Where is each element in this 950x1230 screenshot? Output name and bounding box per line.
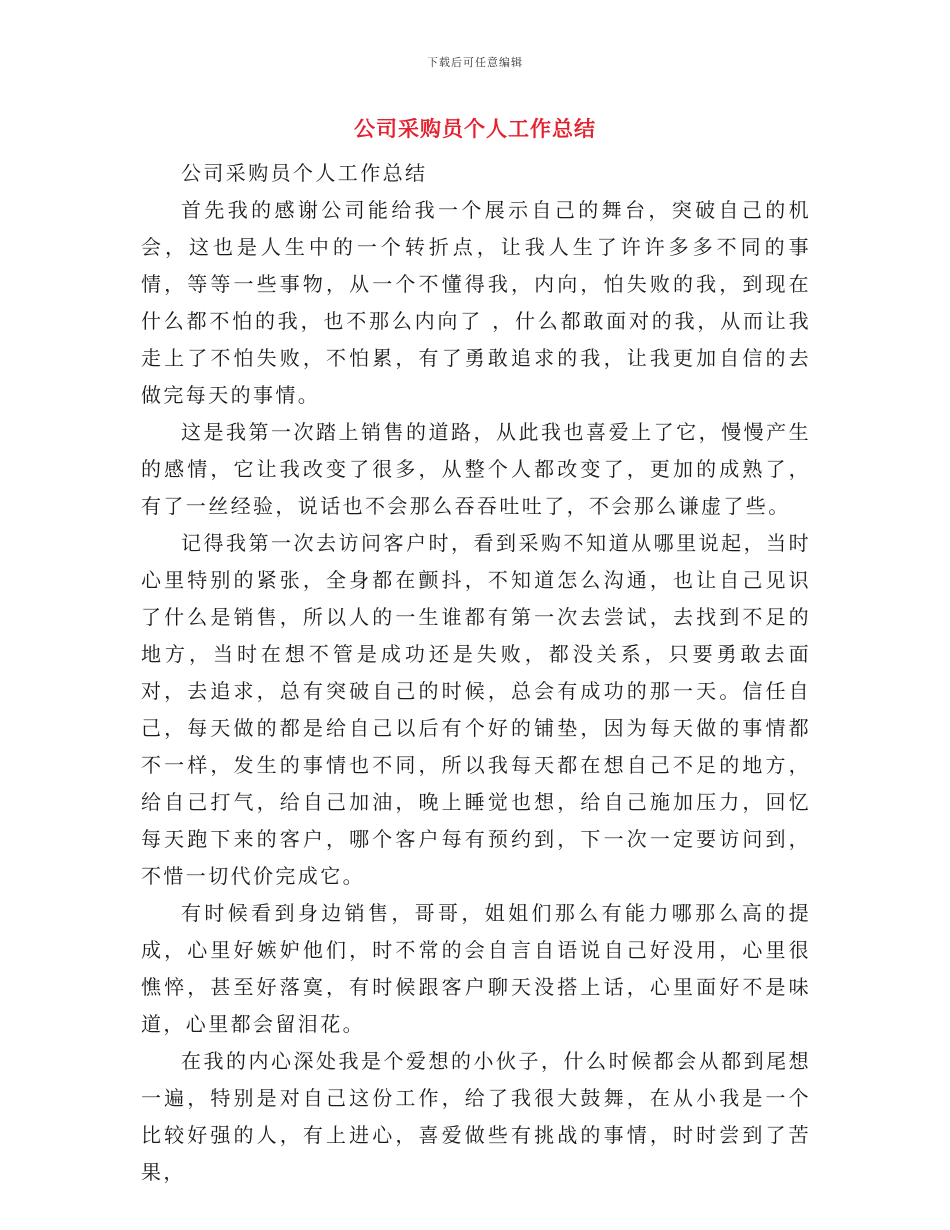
- paragraph: 首先我的感谢公司能给我一个展示自己的舞台，突破自己的机会，这也是人生中的一个转折点，让我人生了许许多多不同的事情，等等一些事物，从一个不懂得我，内向，怕失败的我，到现在什么都不怕的我，也不那么内向了 ，什么都敢面对的我，从而让我走上了不怕失败，不怕累，有了勇敢追求的我，让我更加自信的去做完每天的事情。: [141, 198, 811, 407]
- paragraph-subtitle: 公司采购员个人工作总结: [181, 161, 428, 185]
- paragraph: 这是我第一次踏上销售的道路，从此我也喜爱上了它，慢慢产生的感情，它让我改变了很多，从整个人都改变了，更加的成熟了，有了一丝经验，说话也不会那么吞吞吐吐了，不会那么谦虚了些。: [141, 420, 811, 518]
- document-body: [141, 155, 811, 1191]
- document-title: 公司采购员个人工作总结: [354, 117, 596, 141]
- page-header-note: 下载后可任意编辑: [427, 56, 523, 69]
- paragraph: 记得我第一次去访问客户时，看到采购不知道从哪里说起，当时心里特别的紧张，全身都在颤抖，不知道怎么沟通，也让自己见识了什么是销售，所以人的一生谁都有第一次去尝试，去找到不足的地方，当时在想不管是成功还是失败，都没关系，只要勇敢去面对，去追求，总有突破自己的时候，总会有成功的那一天。信任自己，每天做的都是给自己以后有个好的铺垫，因为每天做的事情都不一样，发生的事情也不同，所以我每天都在想自己不足的地方，给自己打气，给自己加油，晚上睡觉也想，给自己施加压力，回忆每天跑下来的客户，哪个客户每有预约到，下一次一定要访问到，不惜一切代价完成它。: [141, 531, 811, 888]
- paragraph: 在我的内心深处我是个爱想的小伙子，什么时候都会从都到尾想一遍，特别是对自己这份工作，给了我很大鼓舞，在从小我是一个比较好强的人，有上进心，喜爱做些有挑战的事情，时时尝到了苦果，: [141, 1049, 811, 1184]
- paragraph: 有时候看到身边销售，哥哥，姐姐们那么有能力哪那么高的提成，心里好嫉妒他们，时不常的会自言自语说自己好没用，心里很憔悴，甚至好落寞，有时候跟客户聊天没搭上话，心里面好不是味道，心里都会留泪花。: [141, 901, 811, 1036]
